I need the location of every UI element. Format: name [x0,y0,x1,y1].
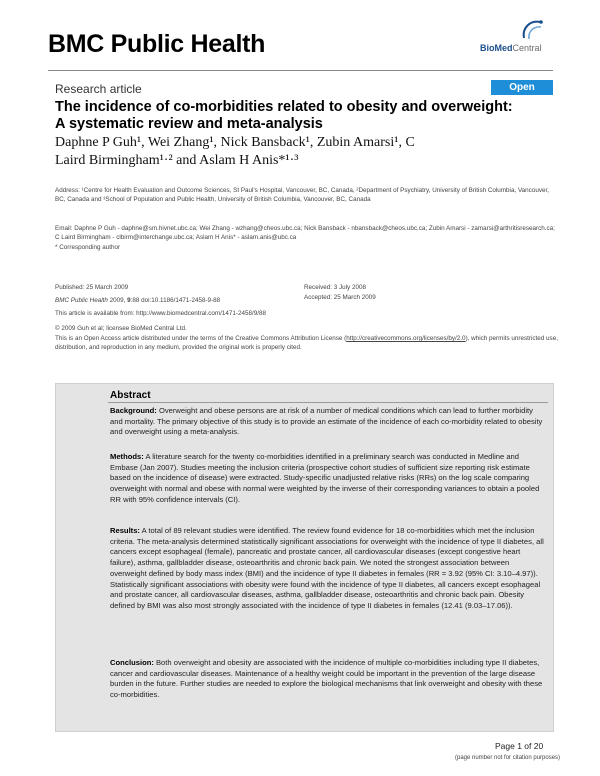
results-text: A total of 89 relevant studies were identified. The review found evidence for 18 co-morbidities which met the inclusion criteria. The meta-analysis determined statistically significant associations for overweight with the incidence of type II diabetes, all cancers except esophageal (female), pancreatic and prostate cancer, all cardiovascular diseases (except congestive heart failure), asthma, gallbladder disease, osteoarthritis and chronic back pain. We noted the strongest association between overweight defined by body mass index (BMI) and the incidence of type II diabetes in females (RR = 3.92 (95% CI: 3.10–4.97)). Statistically significant associations with obesity were found with the incidence of type II diabetes, all cancers except esophageal and prostate cancer, all cardiovascular diseases, asthma, gallbladder disease, osteoarthritis and chronic back pain. Obesity defined by BMI was also most strongly associated with the incidence of type II diabetes in females (12.41 (9.03–17.06)). [110,526,544,610]
open-access-badge: Open Access [491,80,553,95]
background-text: Overweight and obese persons are at risk of a number of medical conditions which can lead to further morbidity and mortality. The primary objective of this study is to provide an estimate of the incidence of each co-morbidity related to obesity and overweight using a meta-analysis. [110,406,543,437]
title-line-1: The incidence of co-morbidities related to obesity and overweight: [55,99,513,115]
results-label: Results: [110,526,140,535]
citation [55,296,220,305]
author-emails: Email: Daphne P Guh - daphne@sm.hivnet.ubc.ca; Wei Zhang - wzhang@cheos.ubc.ca; Nick Bansback - nbansback@cheos.ubc.ca; Zubin Amarsi - zamarsi@arthritisresearch.ca; C Laird Birmingham - clbirm@interchange.ubc.ca; Aslam H Anis* - aslam.anis@ubc.ca [55,225,555,241]
author-list [55,134,525,170]
citation-volume: 9 [127,297,131,304]
conclusion-label: Conclusion: [110,658,154,667]
page-number-note: (page number not for citation purposes) [455,755,561,761]
article-availability-link[interactable]: This article is available from: http://www.biomedcentral.com/1471-2458/9/88 [55,310,267,317]
license-text-pre: This is an Open Access article distributed under the terms of the Creative Commons Attribution License ( [55,335,347,342]
logo-text-central: Central [512,43,542,53]
page-number: Page 1 of 20 [495,741,544,751]
biomed-logo-arc-icon [520,18,546,42]
received-date: Received: 3 July 2008 [304,284,366,291]
citation-journal: BMC Public Health [55,297,108,304]
methods-text: A literature search for the twenty co-morbidities identified in a preliminary search was conducted in Medline and Embase (Jan 2007). Studies meeting the inclusion criteria (prospective cohort studies of sufficient size reporting risk estimate based on the incidence of disease) were extracted. Study-specific unadjusted relative risks (RRs) on the log scale comparing overweight with normal and obese with normal were weighted by the inverse of their corresponding variances to obtain a pooled RR with 95% confidence intervals (CI). [110,452,540,504]
license-text-post: ), which permits unrestricted use, distribution, and reproduction in any medium, provided the original work is properly cited. [55,335,558,351]
abstract-heading: Abstract [110,390,151,401]
published-date: Published: 25 March 2009 [55,284,129,291]
abstract-results [110,526,546,612]
methods-label: Methods: [110,452,144,461]
citation-year: 2009, [109,297,126,304]
authors-line-2: Laird Birmingham¹·² and Aslam H Anis*¹·³ [55,153,299,168]
authors-line-1: Daphne P Guh¹, Wei Zhang¹, Nick Bansback¹, Zubin Amarsi¹, C [55,135,415,150]
article-type: Research article [55,82,142,96]
citation-rest: :88 doi:10.1186/1471-2458-9-88 [130,297,221,304]
biomed-central-logo [480,18,560,58]
abstract-conclusion [110,658,546,701]
article-title [55,99,555,133]
logo-text-bio: BioMed [480,43,513,53]
copyright-notice: © 2009 Guh et al; licensee BioMed Central Ltd. [55,325,187,332]
affiliations: Address: ¹Centre for Health Evaluation and Outcome Sciences, St Paul's Hospital, Vancouver, BC, Canada, ²Department of Psychiatry, University of British Columbia, Vancouver, BC, Canada and ³School of Population and Public Health, University of British Columbia, Vancouver, BC, Canada [55,187,549,203]
conclusion-text: Both overweight and obesity are associated with the incidence of multiple co-morbidities including type II diabetes, cancer and cardiovascular diseases. Maintenance of a healthy weight could be important in the prevention of the large disease burden in the future. Further studies are needed to explore the biological mechanisms that link overweight and obesity with these co-morbidities. [110,658,543,700]
abstract-background [110,406,546,438]
license-statement [55,334,565,352]
abstract-divider [108,402,548,403]
accepted-date: Accepted: 25 March 2009 [304,294,376,301]
background-label: Background: [110,406,157,415]
title-line-2: A systematic review and meta-analysis [55,116,323,132]
header-divider [48,70,553,71]
license-link[interactable]: http://creativecommons.org/licenses/by/2.0 [346,335,466,342]
abstract-methods [110,452,546,506]
journal-title: BMC Public Health [48,30,266,58]
corresponding-author-note: * Corresponding author [55,244,121,251]
